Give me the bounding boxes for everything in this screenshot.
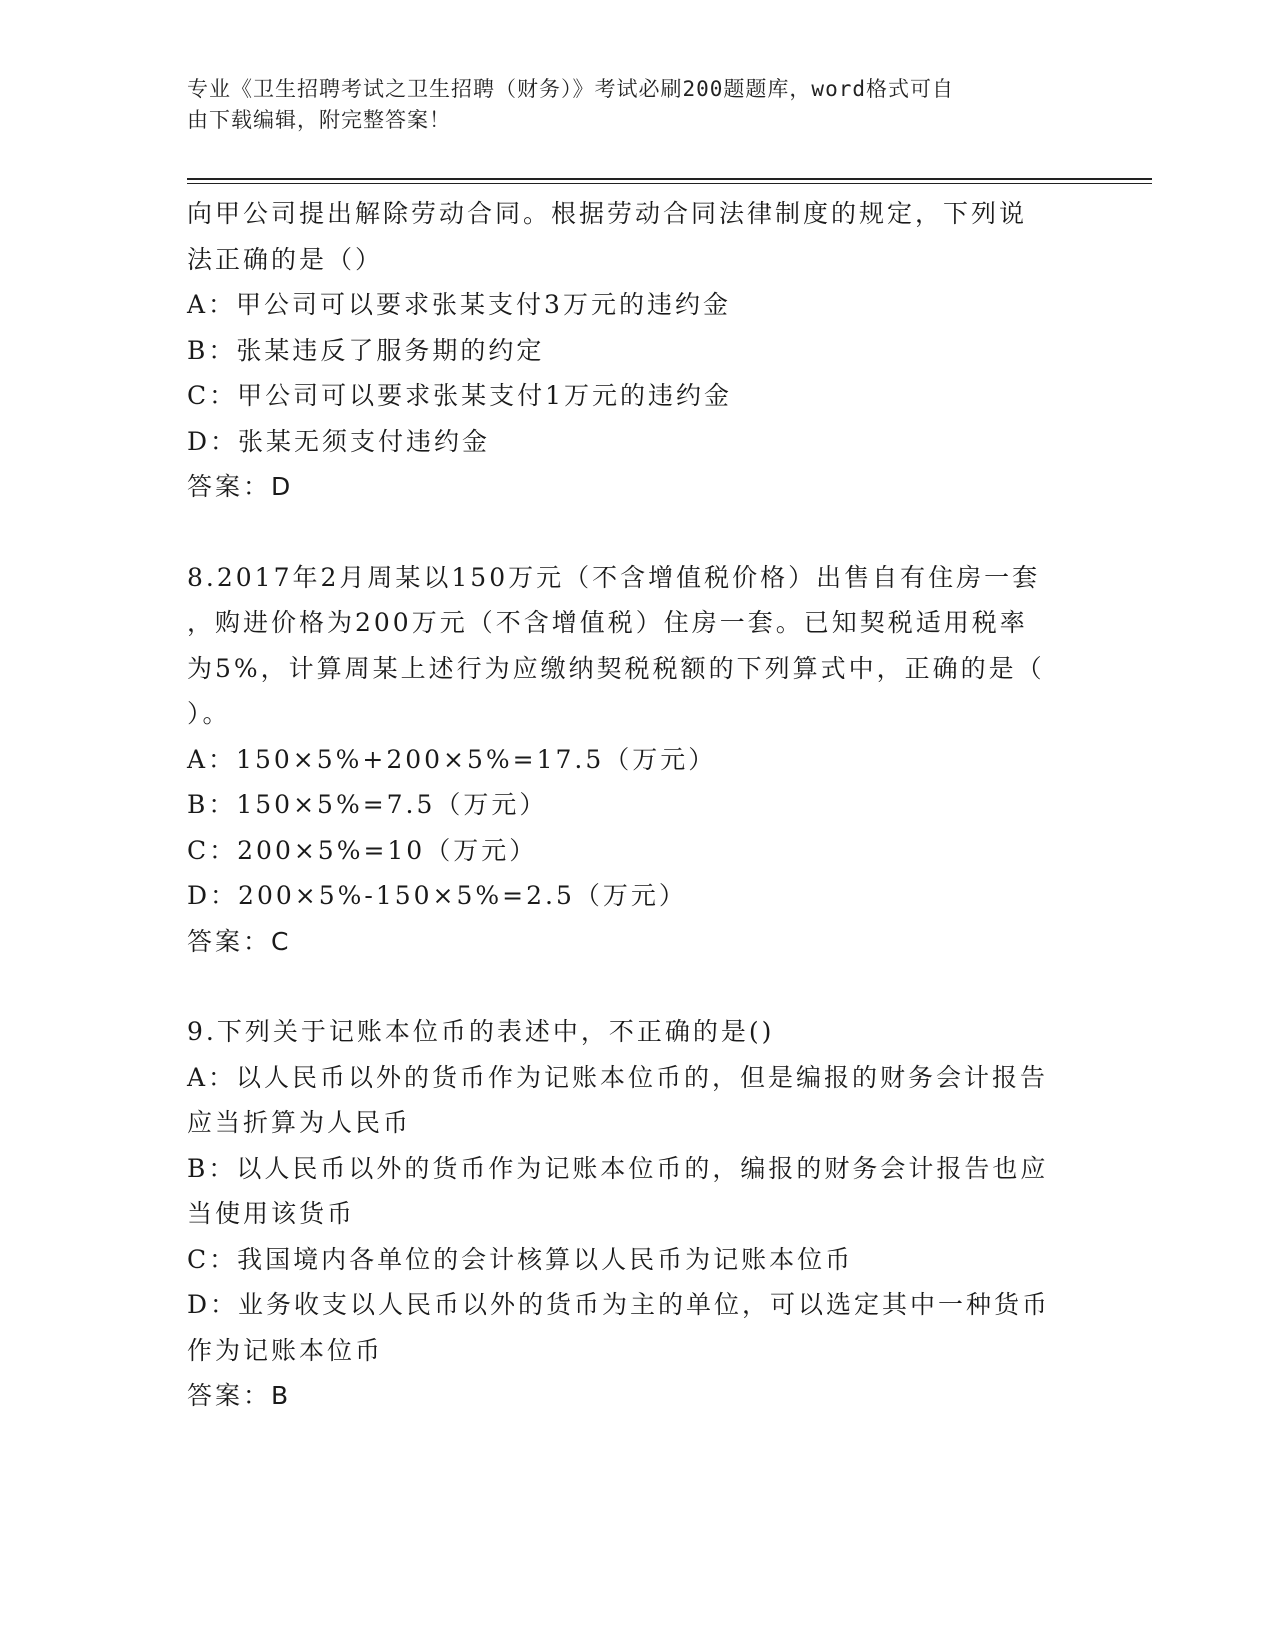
option-d: D：200×5%-150×5%=2.5（万元） <box>187 881 687 910</box>
header-rule-thick <box>187 178 1152 180</box>
question-9 <box>187 1009 1087 1419</box>
question-8 <box>187 555 1087 965</box>
option-c: C：甲公司可以要求张某支付1万元的违约金 <box>187 381 733 410</box>
header-rule-thin <box>187 183 1152 184</box>
option-d-continued: 作为记账本位币 <box>187 1335 384 1365</box>
question-stem-line: ，购进价格为200万元（不含增值税）住房一套。已知契税适用税率 <box>187 608 1028 637</box>
option-b: B：张某违反了服务期的约定 <box>187 335 545 365</box>
option-b: B：以人民币以外的货币作为记账本位币的，编报的财务会计报告也应 <box>187 1153 1049 1183</box>
option-b-continued: 当使用该货币 <box>187 1199 356 1228</box>
option-d: D：业务收支以人民币以外的货币为主的单位，可以选定其中一种货币 <box>187 1290 1051 1319</box>
spacer <box>187 964 1087 1009</box>
header-line-1: 专业《卫生招聘考试之卫生招聘（财务）》考试必刷200题题库，word格式可自 <box>187 77 954 101</box>
question-stem-line: 向甲公司提出解除劳动合同。根据劳动合同法律制度的规定，下列说 <box>187 199 1028 228</box>
option-b: B：150×5%=7.5（万元） <box>187 790 548 819</box>
question-stem-line: 8.2017年2月周某以150万元（不含增值税价格）出售自有住房一套 <box>187 562 1041 592</box>
answer: 答案：B <box>187 1381 292 1410</box>
option-a: A：150×5%+200×5%=17.5（万元） <box>187 744 717 774</box>
document-header <box>187 74 1067 136</box>
question-stem-line: 9.下列关于记账本位币的表述中，不正确的是() <box>187 1017 775 1046</box>
option-c: C：200×5%=10（万元） <box>187 835 538 865</box>
question-stem-line: ）。 <box>187 699 231 728</box>
question-stem-line: 法正确的是（） <box>187 244 384 274</box>
option-a: A：以人民币以外的货币作为记账本位币的，但是编报的财务会计报告 <box>187 1062 1049 1092</box>
spacer <box>187 510 1087 555</box>
header-line-2: 由下载编辑，附完整答案！ <box>187 108 451 132</box>
option-c: C：我国境内各单位的会计核算以人民币为记账本位币 <box>187 1244 854 1274</box>
answer: 答案：D <box>187 472 294 501</box>
option-d: D：张某无须支付违约金 <box>187 426 491 456</box>
option-a: A：甲公司可以要求张某支付3万元的违约金 <box>187 290 731 319</box>
option-a-continued: 应当折算为人民币 <box>187 1108 412 1137</box>
question-content <box>187 191 1087 1419</box>
question-7 <box>187 191 1087 510</box>
question-stem-line: 为5%，计算周某上述行为应缴纳契税税额的下列算式中，正确的是（ <box>187 653 1045 683</box>
answer: 答案：C <box>187 926 292 956</box>
